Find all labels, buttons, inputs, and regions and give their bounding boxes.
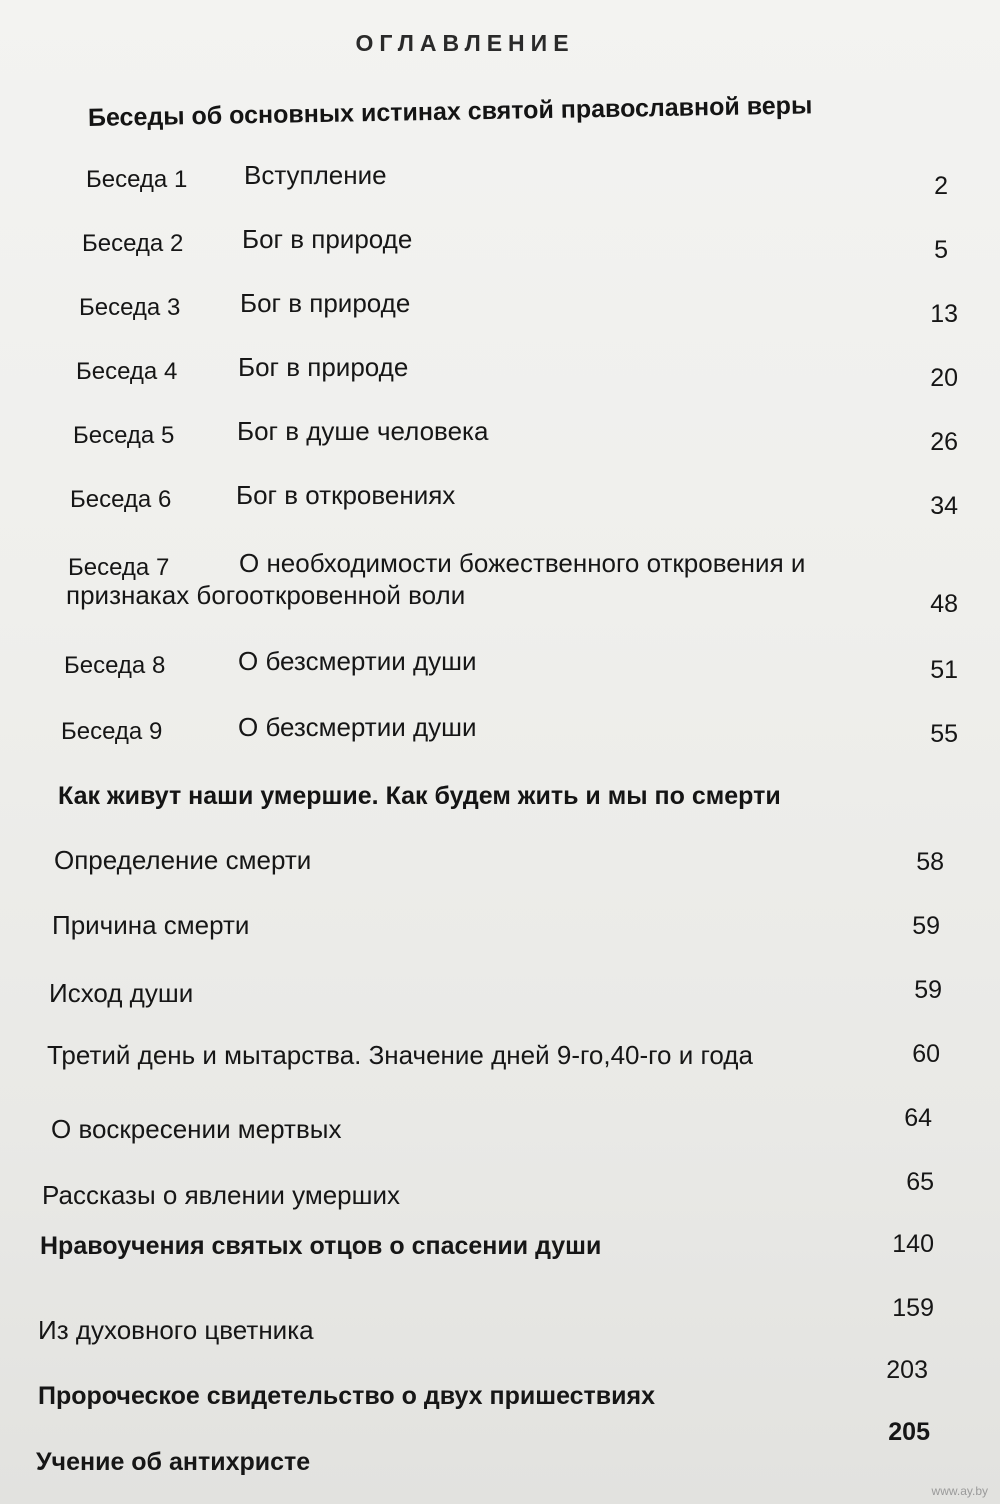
toc-item-title: Нравоучения святых отцов о спасении души (40, 1232, 602, 1260)
toc-item-title: Исход души (49, 978, 194, 1008)
toc-item-page: 55 (930, 720, 958, 748)
toc-item-title-continuation: признаках богооткровенной воли (66, 580, 466, 610)
toc-item-title: Бог в откровениях (236, 480, 456, 510)
toc-item-page: 34 (930, 492, 958, 520)
toc-item-page: 65 (906, 1168, 934, 1196)
toc-item-label: Беседа 1 (86, 166, 188, 193)
toc-item-label: Беседа 7 (68, 554, 170, 581)
toc-item-page: 20 (930, 364, 958, 392)
toc-item-label: Беседа 5 (73, 422, 175, 449)
toc-item-title: Бог в природе (238, 352, 409, 382)
part2-title: Как живут наши умершие. Как будем жить и мы по смерти (58, 782, 781, 810)
toc-item-page: 159 (892, 1294, 934, 1322)
toc-item-page: 59 (912, 912, 940, 940)
toc-item-title: Третий день и мытарства. Значение дней 9-го,40-го и года (47, 1040, 753, 1070)
toc-item-title: Причина смерти (52, 910, 250, 940)
part1-title: Беседы об основных истинах святой православной веры (87, 91, 813, 132)
toc-item-title: Вступление (244, 160, 387, 190)
toc-item-title: О необходимости божественного откровения и (239, 548, 806, 578)
toc-item-label: Беседа 6 (70, 486, 172, 513)
toc-item-title: Бог в природе (242, 224, 413, 254)
toc-item-title: О воскресении мертвых (51, 1114, 342, 1144)
toc-item-page: 203 (886, 1356, 928, 1384)
toc-item-page: 51 (930, 656, 958, 684)
toc-item-label: Беседа 2 (82, 230, 184, 257)
toc-item-title: О безсмертии души (238, 646, 477, 676)
toc-item-title: Определение смерти (54, 845, 312, 875)
toc-item-title: Пророческое свидетельство о двух пришествиях (38, 1382, 656, 1410)
toc-item-label: Беседа 8 (64, 652, 166, 679)
toc-heading: ОГЛАВЛЕНИЕ (355, 30, 575, 56)
toc-item-page: 48 (930, 590, 958, 618)
toc-item-page: 58 (916, 848, 944, 876)
toc-item-page: 205 (888, 1418, 930, 1446)
toc-item-page: 13 (930, 300, 958, 328)
toc-item-page: 2 (934, 172, 948, 200)
toc-item-title: Бог в душе человека (237, 416, 489, 446)
toc-item-label: Беседа 9 (61, 718, 163, 745)
toc-item-page: 5 (934, 236, 948, 264)
toc-item-page: 60 (912, 1040, 940, 1068)
toc-item-label: Беседа 4 (76, 358, 178, 385)
toc-item-title: Рассказы о явлении умерших (42, 1180, 401, 1210)
watermark: www.ay.by (931, 1484, 988, 1498)
toc-item-page: 140 (892, 1230, 934, 1258)
toc-item-page: 64 (904, 1104, 932, 1132)
toc-item-title: Из духовного цветника (38, 1315, 314, 1345)
toc-item-page: 26 (930, 428, 958, 456)
toc-item-label: Беседа 3 (79, 294, 181, 321)
toc-item-title: О безсмертии души (238, 712, 477, 742)
toc-item-page: 59 (914, 976, 942, 1004)
toc-item-title: Бог в природе (240, 288, 411, 318)
toc-item-title: Учение об антихристе (36, 1448, 311, 1476)
